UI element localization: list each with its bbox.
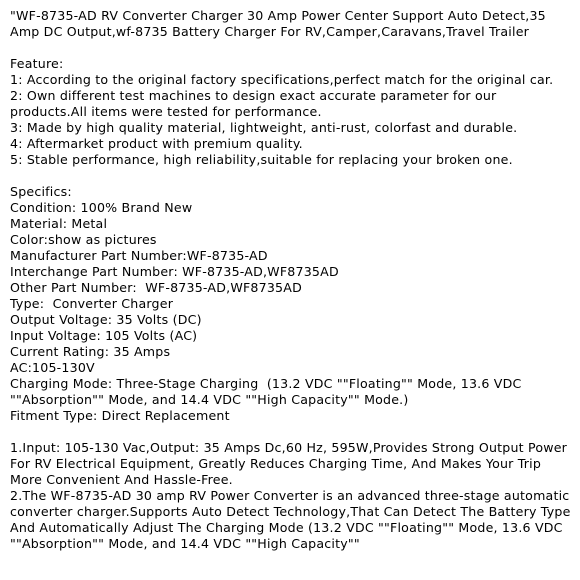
feature-item: 4: Aftermarket product with premium quality. bbox=[10, 136, 303, 151]
spec-color: Color:show as pictures bbox=[10, 232, 157, 247]
product-title: "WF-8735-AD RV Converter Charger 30 Amp Power Center Support Auto Detect,35 Amp DC Output,wf-8735 Battery Charger For RV,Camper,Caravans,Travel Trailer bbox=[10, 8, 551, 39]
spacer bbox=[10, 168, 572, 184]
specifics-heading: Specifics: bbox=[10, 184, 72, 199]
feature-item: 2: Own different test machines to design exact accurate parameter for our products.All items were tested for performance. bbox=[10, 88, 501, 119]
spec-current-rating: Current Rating: 35 Amps bbox=[10, 344, 171, 359]
feature-item: 1: According to the original factory specifications,perfect match for the original car. bbox=[10, 72, 554, 87]
spacer bbox=[10, 40, 572, 56]
spec-charging-mode: Charging Mode: Three-Stage Charging (13.2 VDC ""Floating"" Mode, 13.6 VDC ""Absorption"" Mode, and 14.4 VDC ""High Capacity"" Mode.) bbox=[10, 376, 526, 407]
spec-type: Type: Converter Charger bbox=[10, 296, 174, 311]
spec-output-voltage: Output Voltage: 35 Volts (DC) bbox=[10, 312, 202, 327]
description-paragraph: 2.The WF-8735-AD 30 amp RV Power Converter is an advanced three-stage automatic converter charger.Supports Auto Detect Technology,That Can Detect The Battery Type And Automatically Adjust The Charging Mode (13.2 VDC ""Floating"" Mode, 13.6 VDC ""Absorption"" Mode, and 14.4 VDC ""High Capacity"" bbox=[10, 488, 575, 551]
spacer bbox=[10, 424, 572, 440]
spec-ac-range: AC:105-130V bbox=[10, 360, 95, 375]
spec-interchange-part-number: Interchange Part Number: WF-8735-AD,WF8735AD bbox=[10, 264, 339, 279]
spec-other-part-number: Other Part Number: WF-8735-AD,WF8735AD bbox=[10, 280, 302, 295]
feature-item: 3: Made by high quality material, lightweight, anti-rust, colorfast and durable. bbox=[10, 120, 518, 135]
spec-input-voltage: Input Voltage: 105 Volts (AC) bbox=[10, 328, 198, 343]
spec-manufacturer-part-number: Manufacturer Part Number:WF-8735-AD bbox=[10, 248, 268, 263]
description-paragraph: 1.Input: 105-130 Vac,Output: 35 Amps Dc,60 Hz, 595W,Provides Strong Output Power For RV Electrical Equipment, Greatly Reduces Charging Time, And Makes Your Trip More Convenient And Hassle-Free. bbox=[10, 440, 572, 487]
feature-heading: Feature: bbox=[10, 56, 64, 71]
spec-condition: Condition: 100% Brand New bbox=[10, 200, 193, 215]
feature-item: 5: Stable performance, high reliability,suitable for replacing your broken one. bbox=[10, 152, 513, 167]
spec-material: Material: Metal bbox=[10, 216, 108, 231]
spec-fitment-type: Fitment Type: Direct Replacement bbox=[10, 408, 230, 423]
